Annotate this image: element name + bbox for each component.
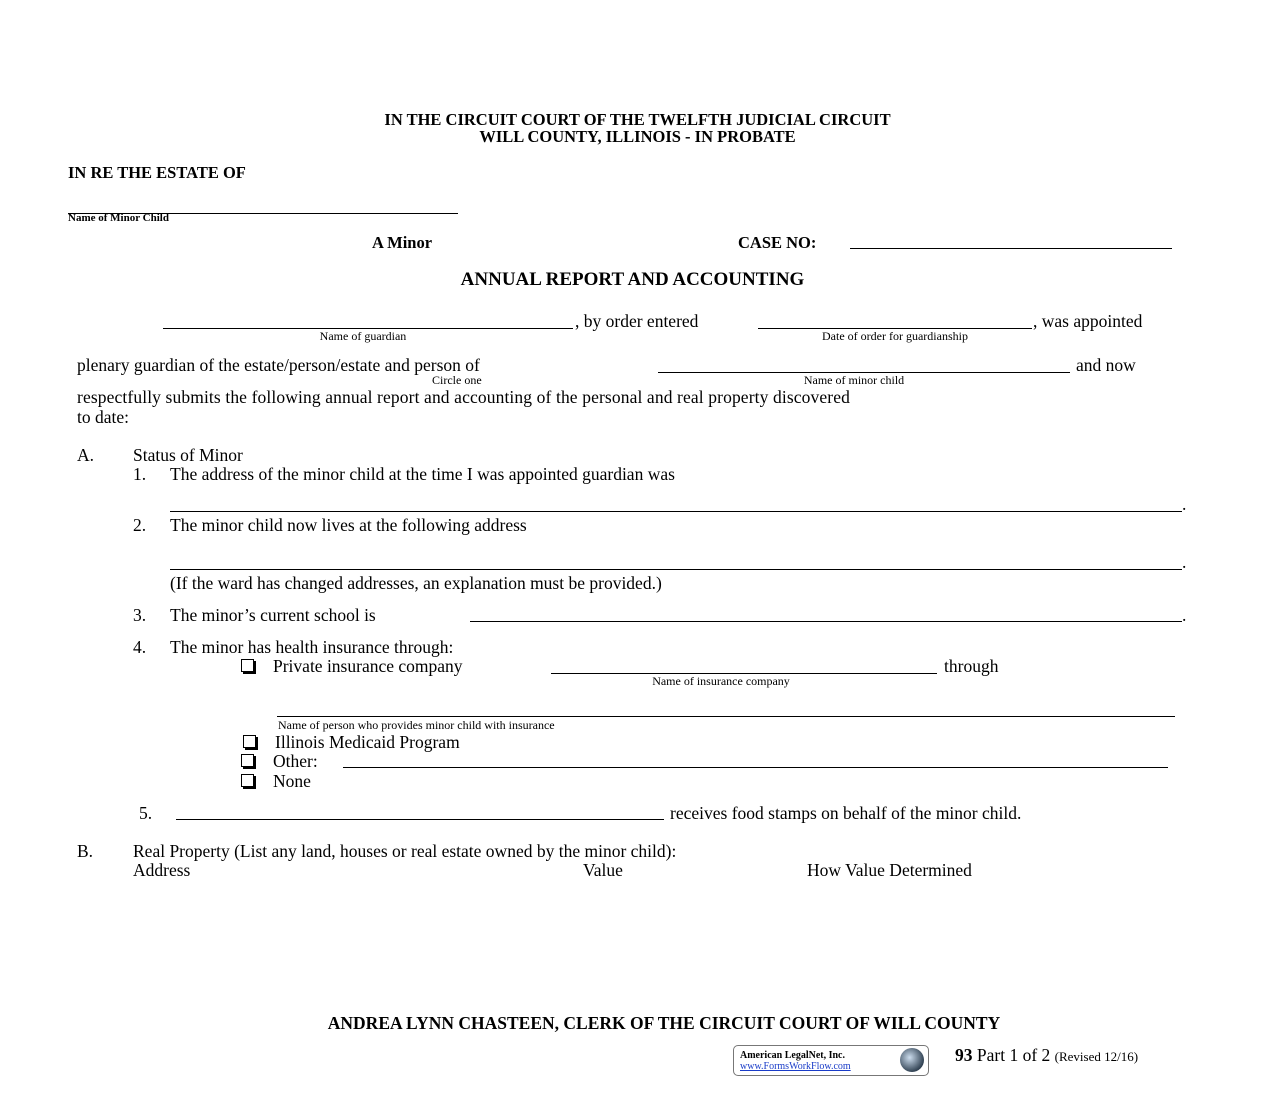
date-caption: Date of order for guardianship [822, 329, 968, 343]
respectfully-text: respectfully submits the following annual report and accounting of the personal and real property discovered [77, 387, 850, 407]
by-order-text: , by order entered [575, 311, 699, 331]
case-no-label: CASE NO: [738, 233, 817, 252]
food-stamps-recipient-field[interactable] [176, 819, 664, 820]
other-checkbox[interactable] [241, 754, 254, 767]
item4-text: The minor has health insurance through: [170, 637, 454, 657]
case-no-field[interactable] [850, 248, 1172, 249]
item-number: 3. [133, 605, 147, 625]
company-caption: Name of insurance company [652, 674, 790, 688]
school-field[interactable] [470, 621, 1182, 622]
insurance-provider-field[interactable] [277, 716, 1175, 717]
plenary-text: plenary guardian of the estate/person/estate and person of [77, 355, 480, 375]
item5-text: receives food stamps on behalf of the minor child. [670, 803, 1022, 823]
guardian-caption: Name of guardian [319, 329, 407, 343]
item-number: 4. [133, 637, 147, 657]
item-number: 5. [139, 803, 153, 823]
other-insurance-field[interactable] [343, 767, 1168, 768]
document-page: IN THE CIRCUIT COURT OF THE TWELFTH JUDICIAL CIRCUIT WILL COUNTY, ILLINOIS - IN PROBATE IN RE THE ESTATE OF Name of Minor Child A Minor CASE NO: ANNUAL REPORT AND ACCOUNTING , by order entered , was appointed Name of guardian Date of order for guardianship plenary guardian of the estate/person/estate and person of and now Circle one Name of minor child respectfully submits the following annual report and accounting of the personal and real property discovered to date: A. Status of Minor 1. The address of the minor child at the time I was appointed guardian was . 2. The minor child now lives at the following address . (If the ward has changed addresses, an explanation must be provided.) 3. The minor’s current school is . 4. The minor has health insurance through: Private insurance company through Name of insurance company Name of person who provides minor child with insurance Illinois Medicaid Program Other: None 5. receives food stamps on behalf of the minor child. B. Real Property (List any land, houses or real estate owned by the minor child): Address Value How Value Determined ANDREA LYNN CHASTEEN, CLERK OF THE CIRCUIT COURT OF WILL COUNTY American LegalNet, Inc. www.FormsWorkFlow.com 93 Part 1 of 2 (Revised 12/16) [0, 0, 1275, 1100]
item2-text: The minor child now lives at the following address [170, 515, 527, 535]
other-label: Other: [273, 751, 318, 771]
circle-caption: Circle one [432, 373, 482, 387]
medicaid-label: Illinois Medicaid Program [275, 732, 460, 752]
private-insurance-label: Private insurance company [273, 656, 463, 676]
a-minor-label: A Minor [372, 233, 433, 252]
person-caption: Name of person who provides minor child with insurance [278, 718, 555, 732]
part-label: Part 1 of 2 [976, 1045, 1051, 1065]
was-appointed-text: , was appointed [1033, 311, 1143, 331]
item1-text: The address of the minor child at the time I was appointed guardian was [170, 464, 675, 484]
column-value: Value [583, 860, 623, 880]
through-text: through [944, 656, 999, 676]
court-header-line2: WILL COUNTY, ILLINOIS - IN PROBATE [479, 127, 796, 146]
none-checkbox[interactable] [241, 774, 254, 787]
minor-name-caption: Name of Minor Child [68, 212, 169, 224]
form-number: 93 [955, 1045, 973, 1065]
item-number: 2. [133, 515, 147, 535]
revised-date: (Revised 12/16) [1054, 1049, 1139, 1064]
section-a-letter: A. [77, 445, 95, 465]
column-how-determined: How Value Determined [807, 860, 972, 880]
logo-url-link[interactable]: www.FormsWorkFlow.com [740, 1061, 851, 1072]
section-a-title: Status of Minor [133, 445, 243, 465]
address-change-note: (If the ward has changed addresses, an explanation must be provided.) [170, 573, 662, 593]
globe-icon [900, 1048, 924, 1072]
item3-text: The minor’s current school is [170, 605, 376, 625]
private-insurance-checkbox[interactable] [241, 659, 254, 672]
estate-label: IN RE THE ESTATE OF [68, 163, 246, 182]
court-header-line1: IN THE CIRCUIT COURT OF THE TWELFTH JUDICIAL CIRCUIT [384, 110, 891, 129]
column-address: Address [133, 860, 191, 880]
previous-address-field[interactable] [170, 511, 1182, 512]
clerk-footer: ANDREA LYNN CHASTEEN, CLERK OF THE CIRCUIT COURT OF WILL COUNTY [327, 1013, 1001, 1033]
minor-caption: Name of minor child [803, 373, 905, 387]
form-title: ANNUAL REPORT AND ACCOUNTING [460, 269, 805, 290]
medicaid-checkbox[interactable] [243, 735, 256, 748]
and-now-text: and now [1076, 355, 1136, 375]
form-number-info [955, 1045, 1138, 1066]
current-address-field[interactable] [170, 569, 1182, 570]
none-label: None [273, 771, 311, 791]
american-legalnet-logo[interactable] [733, 1045, 929, 1076]
to-date-text: to date: [77, 407, 129, 427]
section-b-letter: B. [77, 841, 94, 861]
logo-name: American LegalNet, Inc. [740, 1050, 845, 1061]
section-b-title: Real Property (List any land, houses or real estate owned by the minor child): [133, 841, 677, 861]
item-number: 1. [133, 464, 147, 484]
